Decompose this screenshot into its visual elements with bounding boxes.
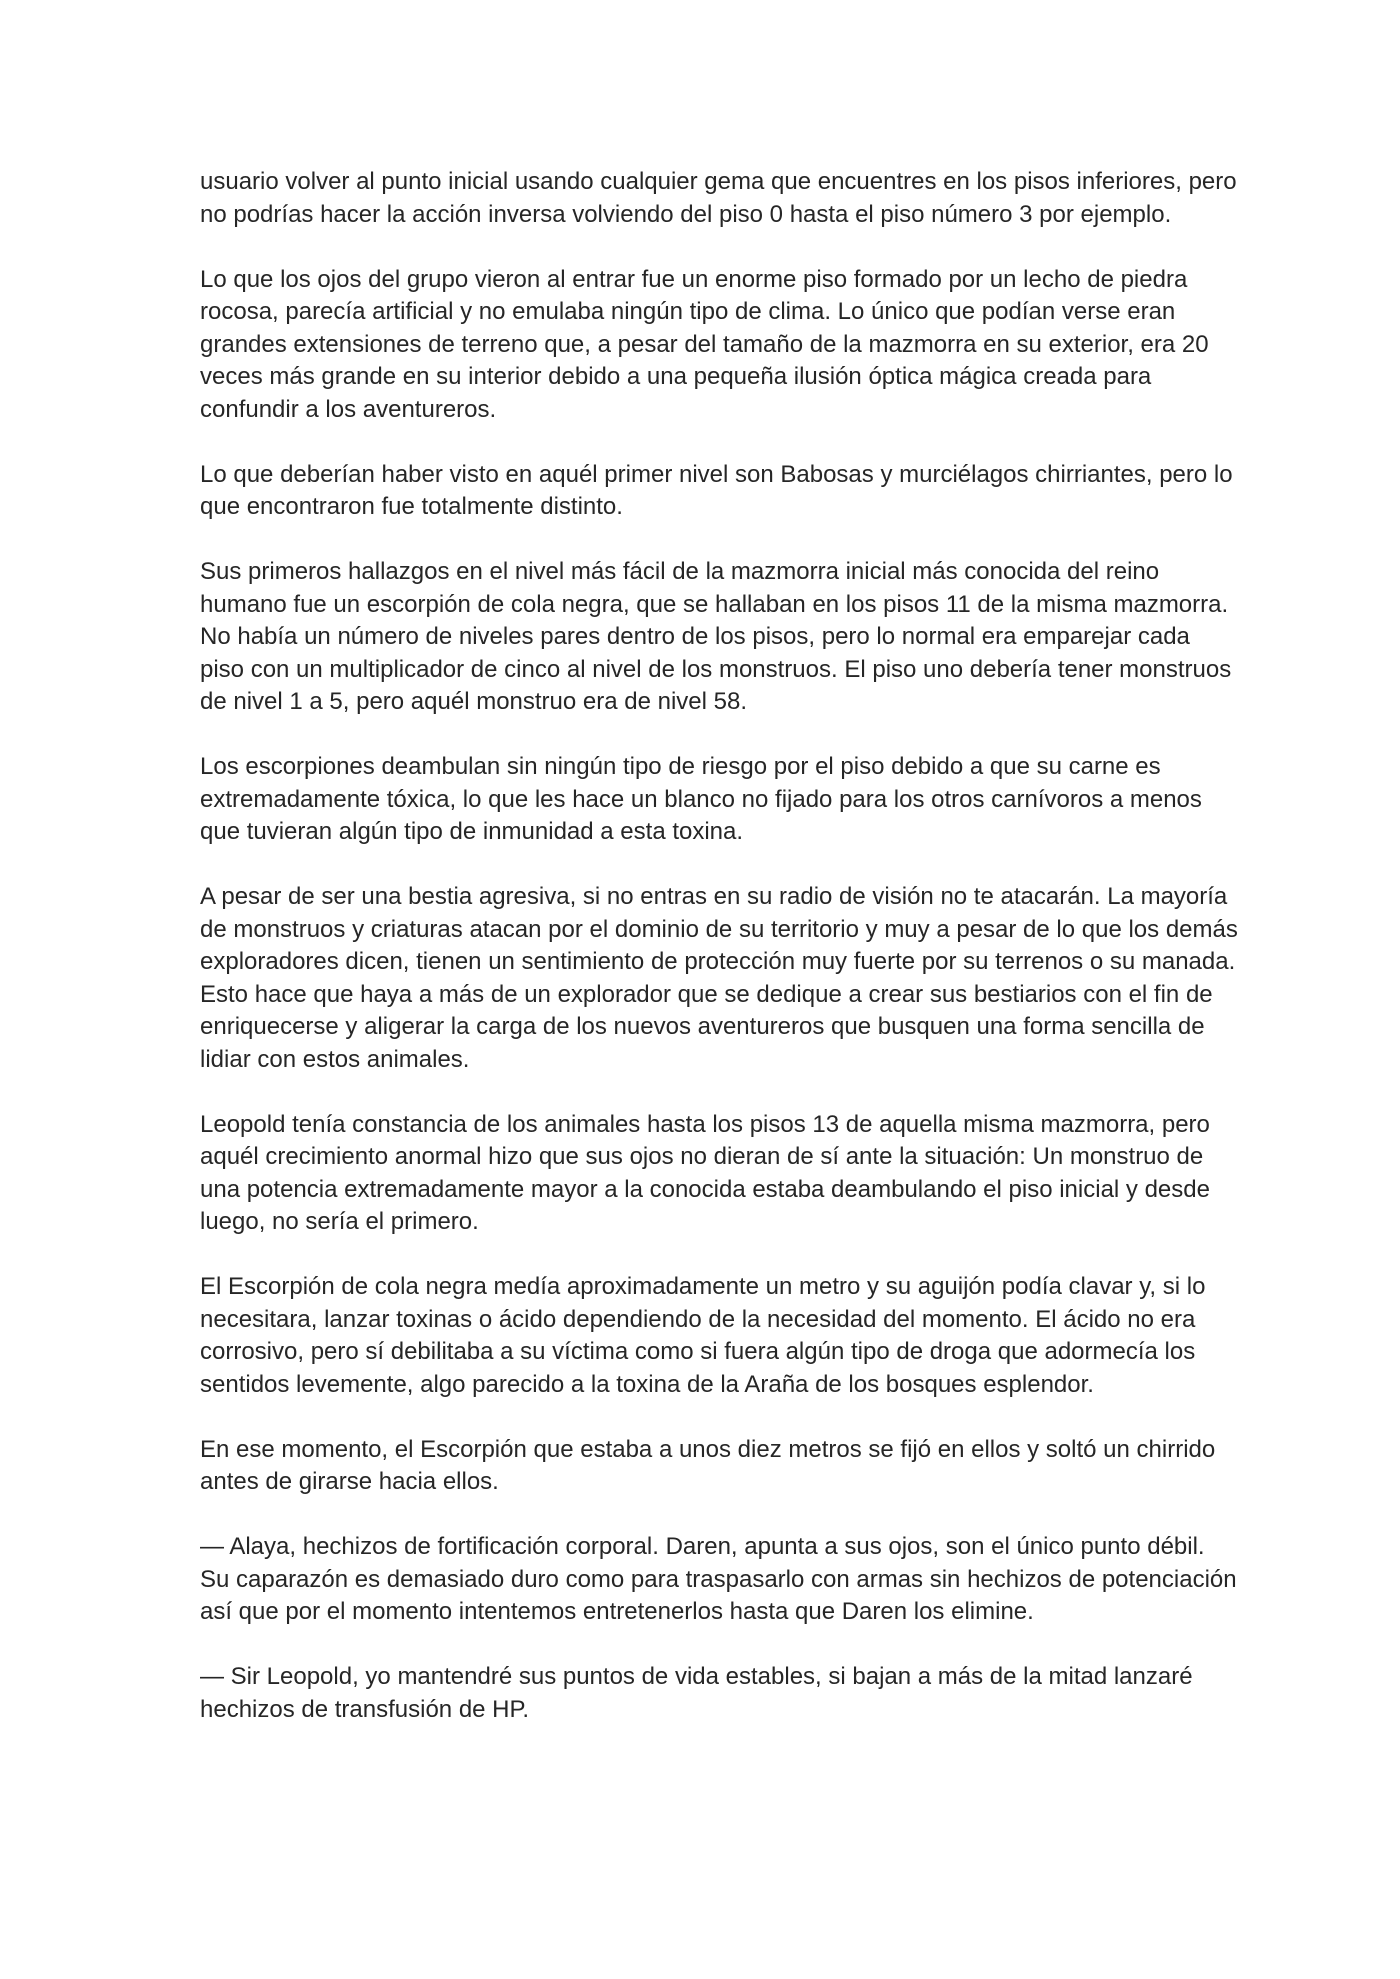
dialogue-paragraph: — Alaya, hechizos de fortificación corporal. Daren, apunta a sus ojos, son el único punto débil. Su caparazón es demasiado duro como para traspasarlo con armas sin hechizos de potenciación así que por el momento intentemos entretenerlos hasta que Daren los elimine. <box>200 1533 1237 1625</box>
document-body <box>200 166 1240 1726</box>
paragraph: Los escorpiones deambulan sin ningún tipo de riesgo por el piso debido a que su carne es extremadamente tóxica, lo que les hace un blanco no fijado para los otros carnívoros a menos que tuvieran algún tipo de inmunidad a esta toxina. <box>200 753 1202 845</box>
paragraph: Leopold tenía constancia de los animales hasta los pisos 13 de aquella misma mazmorra, pero aquél crecimiento anormal hizo que sus ojos no dieran de sí ante la situación: Un monstruo de una potencia extremadamente mayor a la conocida estaba deambulando el piso inicial y desde luego, no sería el primero. <box>200 1110 1210 1235</box>
paragraph: Sus primeros hallazgos en el nivel más fácil de la mazmorra inicial más conocida del reino humano fue un escorpión de cola negra, que se hallaban en los pisos 11 de la misma mazmorra. No había un número de niveles pares dentro de los pisos, pero lo normal era emparejar cada piso con un multiplicador de cinco al nivel de los monstruos. El piso uno debería tener monstruos de nivel 1 a 5, pero aquél monstruo era de nivel 58. <box>200 558 1232 715</box>
dialogue-paragraph: — Sir Leopold, yo mantendré sus puntos de vida estables, si bajan a más de la mitad lanzaré hechizos de transfusión de HP. <box>200 1663 1193 1723</box>
paragraph: En ese momento, el Escorpión que estaba a unos diez metros se fijó en ellos y soltó un chirrido antes de girarse hacia ellos. <box>200 1435 1216 1495</box>
paragraph: Lo que deberían haber visto en aquél primer nivel son Babosas y murciélagos chirriantes, pero lo que encontraron fue totalmente distinto. <box>200 460 1233 520</box>
paragraph: El Escorpión de cola negra medía aproximadamente un metro y su aguijón podía clavar y, si lo necesitara, lanzar toxinas o ácido dependiendo de la necesidad del momento. El ácido no era corrosivo, pero sí debilitaba a su víctima como si fuera algún tipo de droga que adormecía los sentidos levemente, algo parecido a la toxina de la Araña de los bosques esplendor. <box>200 1273 1206 1398</box>
paragraph: Lo que los ojos del grupo vieron al entrar fue un enorme piso formado por un lecho de piedra rocosa, parecía artificial y no emulaba ningún tipo de clima. Lo único que podían verse eran grandes extensiones de terreno que, a pesar del tamaño de la mazmorra en su exterior, era 20 veces más grande en su interior debido a una pequeña ilusión óptica mágica creada para confundir a los aventureros. <box>200 265 1209 423</box>
paragraph: usuario volver al punto inicial usando cualquier gema que encuentres en los pisos inferiores, pero no podrías hacer la acción inversa volviendo del piso 0 hasta el piso número 3 por ejemplo. <box>200 168 1237 228</box>
paragraph: A pesar de ser una bestia agresiva, si no entras en su radio de visión no te atacarán. La mayoría de monstruos y criaturas atacan por el dominio de su territorio y muy a pesar de lo que los demás exploradores dicen, tienen un sentimiento de protección muy fuerte por su terrenos o su manada. Esto hace que haya a más de un explorador que se dedique a crear sus bestiarios con el fin de enriquecerse y aligerar la carga de los nuevos aventureros que busquen una forma sencilla de lidiar con estos animales. <box>200 883 1238 1073</box>
